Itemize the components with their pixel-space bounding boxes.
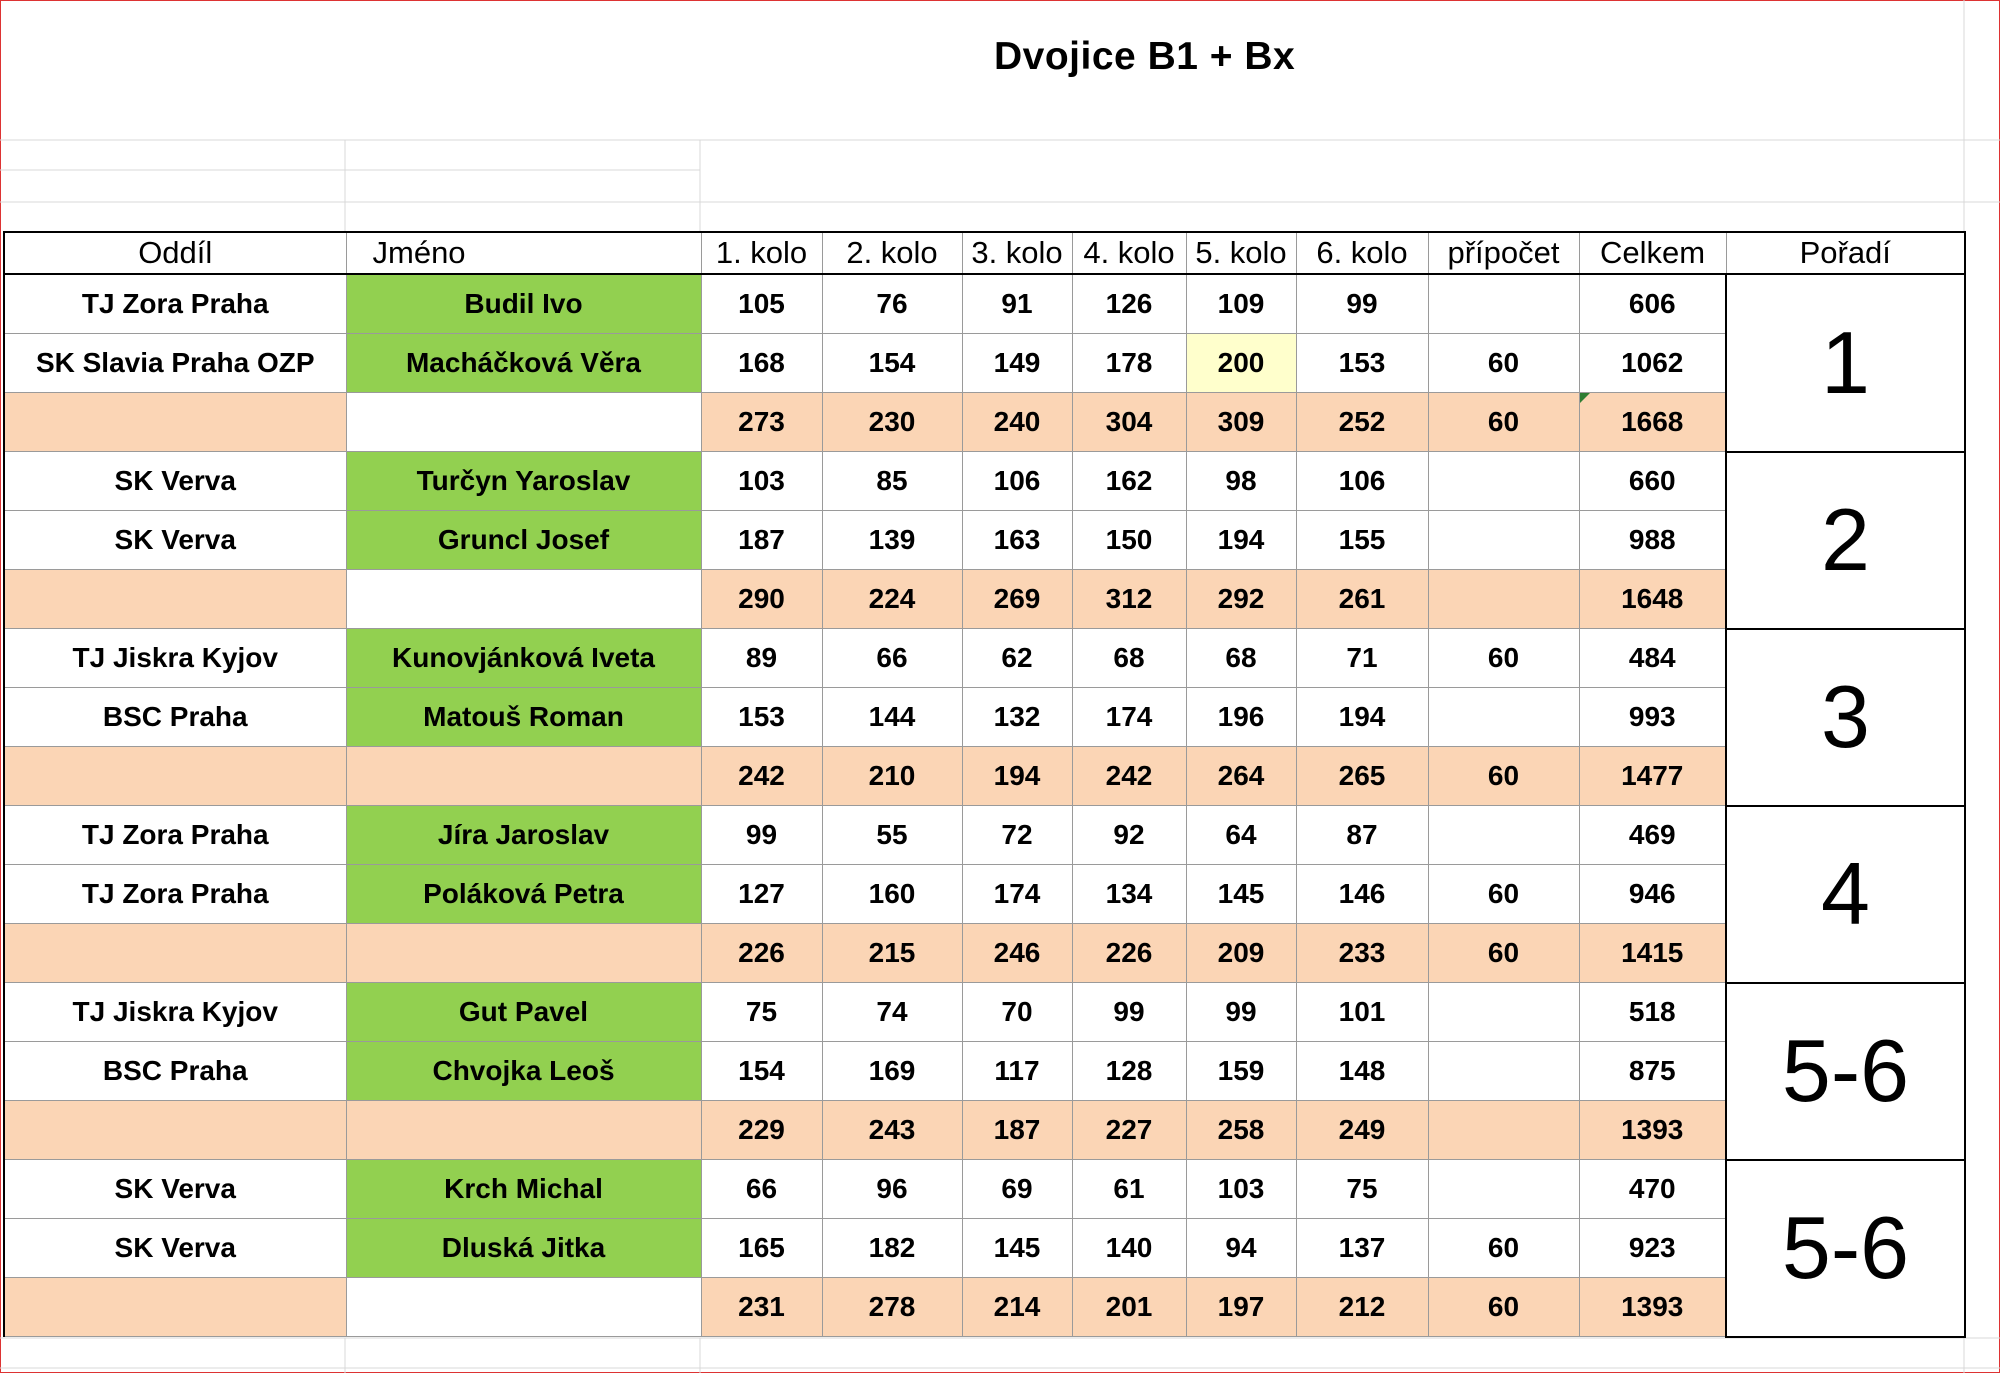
round-5-score-cell: 145	[1186, 865, 1296, 924]
round-6-score-cell: 75	[1296, 1160, 1428, 1219]
header-round-4: 4. kolo	[1072, 232, 1186, 274]
round-4-score-cell: 178	[1072, 334, 1186, 393]
player-row	[4, 274, 1965, 334]
sum-round-1-cell: 226	[701, 924, 822, 983]
sum-round-5-cell: 292	[1186, 570, 1296, 629]
round-4-score-cell: 99	[1072, 983, 1186, 1042]
sum-name-cell	[346, 1101, 701, 1160]
round-2-score-cell: 160	[822, 865, 962, 924]
sum-round-2-cell: 224	[822, 570, 962, 629]
sum-round-2-cell: 215	[822, 924, 962, 983]
pair-sum-row	[4, 570, 1965, 629]
sum-round-5-cell: 264	[1186, 747, 1296, 806]
club-cell: BSC Praha	[4, 1042, 346, 1101]
round-6-score-cell: 153	[1296, 334, 1428, 393]
player-name-cell: Turčyn Yaroslav	[346, 452, 701, 511]
club-cell: TJ Jiskra Kyjov	[4, 983, 346, 1042]
header-row	[4, 232, 1965, 274]
club-cell: SK Verva	[4, 452, 346, 511]
sum-club-cell	[4, 393, 346, 452]
round-4-score-cell: 140	[1072, 1219, 1186, 1278]
round-3-score-cell: 106	[962, 452, 1072, 511]
results-table	[3, 231, 1966, 1338]
club-cell: TJ Jiskra Kyjov	[4, 629, 346, 688]
sum-club-cell	[4, 924, 346, 983]
sum-total-cell: 1668	[1579, 393, 1726, 452]
player-name-cell: Kunovjánková Iveta	[346, 629, 701, 688]
bonus-cell: 60	[1428, 334, 1579, 393]
club-cell: TJ Zora Praha	[4, 274, 346, 334]
club-cell: SK Verva	[4, 511, 346, 570]
sum-round-1-cell: 242	[701, 747, 822, 806]
rank-cell: 2	[1726, 452, 1965, 629]
sum-round-6-cell: 252	[1296, 393, 1428, 452]
pair-sum-row	[4, 393, 1965, 452]
round-5-score-cell: 68	[1186, 629, 1296, 688]
results-body	[4, 274, 1965, 1337]
sum-round-5-cell: 197	[1186, 1278, 1296, 1337]
player-name-cell: Chvojka Leoš	[346, 1042, 701, 1101]
round-3-score-cell: 72	[962, 806, 1072, 865]
round-1-score-cell: 103	[701, 452, 822, 511]
player-row	[4, 1219, 1965, 1278]
header-rank: Pořadí	[1726, 232, 1965, 274]
sum-round-3-cell: 214	[962, 1278, 1072, 1337]
player-name-cell: Gruncl Josef	[346, 511, 701, 570]
sum-total-cell: 1393	[1579, 1101, 1726, 1160]
rank-cell: 5-6	[1726, 983, 1965, 1160]
round-2-score-cell: 154	[822, 334, 962, 393]
total-cell: 988	[1579, 511, 1726, 570]
comment-marker-icon	[1580, 393, 1590, 403]
sum-round-4-cell: 242	[1072, 747, 1186, 806]
round-1-score-cell: 105	[701, 274, 822, 334]
sum-round-5-cell: 258	[1186, 1101, 1296, 1160]
round-4-score-cell: 126	[1072, 274, 1186, 334]
round-6-score-cell: 101	[1296, 983, 1428, 1042]
header-round-5: 5. kolo	[1186, 232, 1296, 274]
player-name-cell: Matouš Roman	[346, 688, 701, 747]
round-5-score-cell: 109	[1186, 274, 1296, 334]
header-round-3: 3. kolo	[962, 232, 1072, 274]
player-row	[4, 865, 1965, 924]
sum-bonus-cell	[1428, 570, 1579, 629]
sum-round-3-cell: 187	[962, 1101, 1072, 1160]
club-cell: TJ Zora Praha	[4, 865, 346, 924]
player-row	[4, 806, 1965, 865]
bonus-cell	[1428, 452, 1579, 511]
total-cell: 1062	[1579, 334, 1726, 393]
player-row	[4, 688, 1965, 747]
sum-round-2-cell: 230	[822, 393, 962, 452]
round-6-score-cell: 137	[1296, 1219, 1428, 1278]
sum-club-cell	[4, 1278, 346, 1337]
round-5-score-cell: 98	[1186, 452, 1296, 511]
sum-round-4-cell: 226	[1072, 924, 1186, 983]
bonus-cell	[1428, 511, 1579, 570]
sum-round-2-cell: 278	[822, 1278, 962, 1337]
pair-sum-row	[4, 1101, 1965, 1160]
round-5-score-cell: 99	[1186, 983, 1296, 1042]
bonus-cell	[1428, 806, 1579, 865]
round-3-score-cell: 70	[962, 983, 1072, 1042]
round-5-score-cell: 196	[1186, 688, 1296, 747]
round-6-score-cell: 194	[1296, 688, 1428, 747]
sum-total-cell: 1477	[1579, 747, 1726, 806]
sum-round-1-cell: 231	[701, 1278, 822, 1337]
sum-name-cell	[346, 570, 701, 629]
club-cell: SK Verva	[4, 1160, 346, 1219]
bonus-cell	[1428, 983, 1579, 1042]
bonus-cell	[1428, 1042, 1579, 1101]
round-5-score-cell: 200	[1186, 334, 1296, 393]
round-1-score-cell: 89	[701, 629, 822, 688]
player-row	[4, 452, 1965, 511]
round-1-score-cell: 127	[701, 865, 822, 924]
bonus-cell	[1428, 274, 1579, 334]
round-2-score-cell: 96	[822, 1160, 962, 1219]
round-5-score-cell: 103	[1186, 1160, 1296, 1219]
pair-sum-row	[4, 924, 1965, 983]
player-name-cell: Dluská Jitka	[346, 1219, 701, 1278]
sum-round-4-cell: 201	[1072, 1278, 1186, 1337]
header-name: Jméno	[346, 232, 701, 274]
rank-cell: 1	[1726, 274, 1965, 452]
header-round-6: 6. kolo	[1296, 232, 1428, 274]
round-5-score-cell: 159	[1186, 1042, 1296, 1101]
round-3-score-cell: 91	[962, 274, 1072, 334]
round-3-score-cell: 145	[962, 1219, 1072, 1278]
total-cell: 470	[1579, 1160, 1726, 1219]
round-4-score-cell: 92	[1072, 806, 1186, 865]
round-3-score-cell: 132	[962, 688, 1072, 747]
total-cell: 946	[1579, 865, 1726, 924]
round-2-score-cell: 66	[822, 629, 962, 688]
round-4-score-cell: 61	[1072, 1160, 1186, 1219]
round-2-score-cell: 76	[822, 274, 962, 334]
sum-club-cell	[4, 570, 346, 629]
round-1-score-cell: 187	[701, 511, 822, 570]
round-6-score-cell: 99	[1296, 274, 1428, 334]
round-4-score-cell: 162	[1072, 452, 1186, 511]
sum-round-3-cell: 240	[962, 393, 1072, 452]
sum-round-2-cell: 210	[822, 747, 962, 806]
player-row	[4, 983, 1965, 1042]
round-4-score-cell: 68	[1072, 629, 1186, 688]
sum-name-cell	[346, 393, 701, 452]
club-cell: SK Verva	[4, 1219, 346, 1278]
total-cell: 660	[1579, 452, 1726, 511]
round-3-score-cell: 69	[962, 1160, 1072, 1219]
round-6-score-cell: 148	[1296, 1042, 1428, 1101]
round-3-score-cell: 149	[962, 334, 1072, 393]
round-2-score-cell: 74	[822, 983, 962, 1042]
sum-round-1-cell: 290	[701, 570, 822, 629]
sum-bonus-cell: 60	[1428, 1278, 1579, 1337]
sum-round-4-cell: 227	[1072, 1101, 1186, 1160]
player-name-cell: Macháčková Věra	[346, 334, 701, 393]
sum-round-6-cell: 249	[1296, 1101, 1428, 1160]
sum-round-4-cell: 304	[1072, 393, 1186, 452]
round-6-score-cell: 87	[1296, 806, 1428, 865]
club-cell: TJ Zora Praha	[4, 806, 346, 865]
sum-round-6-cell: 261	[1296, 570, 1428, 629]
club-cell: BSC Praha	[4, 688, 346, 747]
sum-round-1-cell: 229	[701, 1101, 822, 1160]
pair-sum-row	[4, 747, 1965, 806]
sum-round-5-cell: 209	[1186, 924, 1296, 983]
sum-round-3-cell: 246	[962, 924, 1072, 983]
bonus-cell	[1428, 688, 1579, 747]
header-round-1: 1. kolo	[701, 232, 822, 274]
sheet-title: Dvojice B1 + Bx	[994, 35, 1296, 78]
sum-total-cell: 1415	[1579, 924, 1726, 983]
player-name-cell: Poláková Petra	[346, 865, 701, 924]
player-name-cell: Budil Ivo	[346, 274, 701, 334]
bonus-cell: 60	[1428, 1219, 1579, 1278]
sum-bonus-cell	[1428, 1101, 1579, 1160]
sum-round-1-cell: 273	[701, 393, 822, 452]
sum-round-4-cell: 312	[1072, 570, 1186, 629]
total-cell: 606	[1579, 274, 1726, 334]
round-3-score-cell: 117	[962, 1042, 1072, 1101]
round-2-score-cell: 182	[822, 1219, 962, 1278]
sum-total-cell: 1648	[1579, 570, 1726, 629]
sum-round-5-cell: 309	[1186, 393, 1296, 452]
sum-bonus-cell: 60	[1428, 393, 1579, 452]
round-6-score-cell: 155	[1296, 511, 1428, 570]
sum-club-cell	[4, 747, 346, 806]
round-1-score-cell: 99	[701, 806, 822, 865]
bonus-cell	[1428, 1160, 1579, 1219]
sum-name-cell	[346, 924, 701, 983]
round-1-score-cell: 168	[701, 334, 822, 393]
round-5-score-cell: 194	[1186, 511, 1296, 570]
round-5-score-cell: 64	[1186, 806, 1296, 865]
sum-bonus-cell: 60	[1428, 924, 1579, 983]
total-cell: 469	[1579, 806, 1726, 865]
sum-round-6-cell: 265	[1296, 747, 1428, 806]
rank-cell: 5-6	[1726, 1160, 1965, 1337]
sum-round-6-cell: 212	[1296, 1278, 1428, 1337]
player-row	[4, 629, 1965, 688]
bonus-cell: 60	[1428, 865, 1579, 924]
round-2-score-cell: 144	[822, 688, 962, 747]
total-cell: 993	[1579, 688, 1726, 747]
round-4-score-cell: 134	[1072, 865, 1186, 924]
header-club: Oddíl	[4, 232, 346, 274]
total-cell: 484	[1579, 629, 1726, 688]
round-2-score-cell: 55	[822, 806, 962, 865]
bonus-cell: 60	[1428, 629, 1579, 688]
round-1-score-cell: 75	[701, 983, 822, 1042]
player-name-cell: Jíra Jaroslav	[346, 806, 701, 865]
header-total: Celkem	[1579, 232, 1726, 274]
sum-round-3-cell: 194	[962, 747, 1072, 806]
round-2-score-cell: 85	[822, 452, 962, 511]
round-6-score-cell: 146	[1296, 865, 1428, 924]
sum-total-cell: 1393	[1579, 1278, 1726, 1337]
sum-round-3-cell: 269	[962, 570, 1072, 629]
round-1-score-cell: 154	[701, 1042, 822, 1101]
player-row	[4, 334, 1965, 393]
round-3-score-cell: 62	[962, 629, 1072, 688]
round-1-score-cell: 66	[701, 1160, 822, 1219]
round-3-score-cell: 163	[962, 511, 1072, 570]
pair-sum-row	[4, 1278, 1965, 1337]
total-cell: 875	[1579, 1042, 1726, 1101]
player-name-cell: Krch Michal	[346, 1160, 701, 1219]
sum-name-cell	[346, 747, 701, 806]
rank-cell: 4	[1726, 806, 1965, 983]
rank-cell: 3	[1726, 629, 1965, 806]
header-bonus: přípočet	[1428, 232, 1579, 274]
round-1-score-cell: 165	[701, 1219, 822, 1278]
round-4-score-cell: 128	[1072, 1042, 1186, 1101]
round-1-score-cell: 153	[701, 688, 822, 747]
round-2-score-cell: 139	[822, 511, 962, 570]
sum-round-6-cell: 233	[1296, 924, 1428, 983]
total-cell: 518	[1579, 983, 1726, 1042]
round-6-score-cell: 106	[1296, 452, 1428, 511]
round-6-score-cell: 71	[1296, 629, 1428, 688]
player-row	[4, 1160, 1965, 1219]
sum-name-cell	[346, 1278, 701, 1337]
total-cell: 923	[1579, 1219, 1726, 1278]
round-5-score-cell: 94	[1186, 1219, 1296, 1278]
header-round-2: 2. kolo	[822, 232, 962, 274]
round-4-score-cell: 150	[1072, 511, 1186, 570]
player-row	[4, 1042, 1965, 1101]
round-3-score-cell: 174	[962, 865, 1072, 924]
sum-bonus-cell: 60	[1428, 747, 1579, 806]
club-cell: SK Slavia Praha OZP	[4, 334, 346, 393]
round-2-score-cell: 169	[822, 1042, 962, 1101]
player-row	[4, 511, 1965, 570]
player-name-cell: Gut Pavel	[346, 983, 701, 1042]
round-4-score-cell: 174	[1072, 688, 1186, 747]
sum-round-2-cell: 243	[822, 1101, 962, 1160]
sum-club-cell	[4, 1101, 346, 1160]
